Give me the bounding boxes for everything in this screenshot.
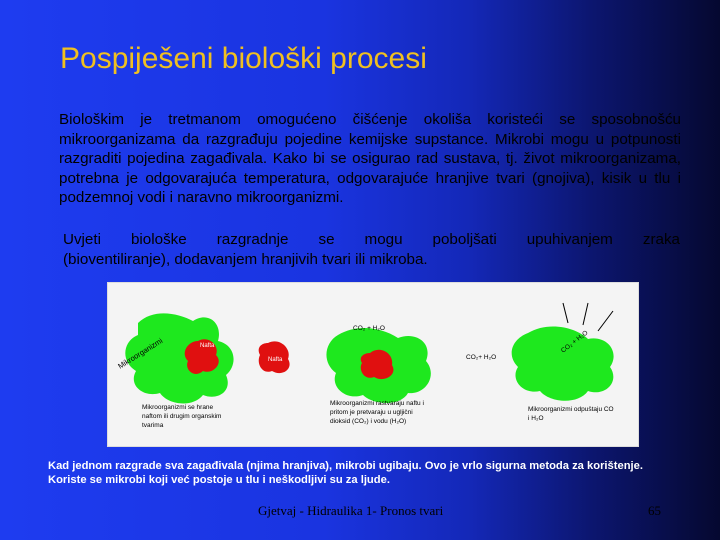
- caption-line-2: Koriste se mikrobi koji već postoje u tlu i neškodljivi su za ljude.: [48, 474, 390, 486]
- page-number: 65: [648, 503, 661, 518]
- label-microorganisms: Mikroorganizmi: [116, 336, 165, 371]
- fig-caption-mid-3: dioksid (CO₂) i vodu (H₂O): [330, 418, 407, 425]
- fig-caption-left-3: tvarima: [142, 422, 164, 429]
- arrow-1: [563, 303, 568, 323]
- biodegradation-figure: [107, 282, 639, 447]
- fig-caption-right-1: Mikroorganizmi odpuštaju CO: [528, 406, 614, 413]
- biodegradation-diagram: [108, 283, 638, 446]
- fig-caption-mid-2: pritom je pretvaraju u ugljični: [330, 409, 413, 416]
- label-oil-2: Nafta: [268, 357, 283, 363]
- footer-text: Gjetvaj - Hidraulika 1- Pronos tvari: [258, 503, 444, 518]
- conditions-paragraph: [63, 230, 680, 269]
- conditions-line-2: (bioventiliranje), dodavanjem hranjivih tvari ili mikroba.: [63, 250, 428, 268]
- label-oil-1: Nafta: [200, 343, 215, 349]
- conditions-line-1: Uvjeti biološke razgradnje se mogu poboljšati upuhivanjem zraka: [63, 231, 680, 248]
- caption-line-1: Kad jednom razgrade sva zagađivala (njima hranjiva), mikrobi ugibaju. Ovo je vrlo sigurna metoda za korištenje.: [48, 460, 643, 472]
- fig-caption-mid-1: Mikroorganizmi rastvaraju naftu i: [330, 400, 424, 407]
- slide-title: Pospiješeni biološki procesi: [60, 42, 427, 75]
- microbe-blob-right: [512, 326, 614, 400]
- figure-caption: [48, 459, 708, 487]
- label-co2-top: CO₂ + H₂O: [353, 325, 385, 332]
- body-paragraph: Biološkim je tretmanom omogućeno čišćenje okoliša koristeći se sposobnošću mikroorganizama da razgrađuju pojedine kemijske supstance. Mikrobi mogu u potpunosti razgraditi pojedina zagađivala. Kako bi se osigurao rad sustava, tj. život mikroorganizama, potrebna je odgovarajuća temperatura, odgovarajuće hranjive tvari (gnojiva), kisik u tlu i podzemnoj vodi i naravno mikroorganizmi.: [59, 111, 681, 206]
- label-co2-mid: CO₂+ H₂O: [466, 354, 497, 361]
- fig-caption-left-2: naftom ili drugim organskim: [142, 413, 222, 420]
- fig-caption-left-1: Mikroorganizmi se hrane: [142, 404, 214, 411]
- fig-caption-right-2: i H₂O: [528, 415, 544, 422]
- arrow-3: [598, 311, 613, 331]
- arrow-2: [583, 303, 588, 325]
- label-co2-right: CO₂ + H₂O: [559, 329, 590, 355]
- oil-blob-mid: [361, 350, 394, 379]
